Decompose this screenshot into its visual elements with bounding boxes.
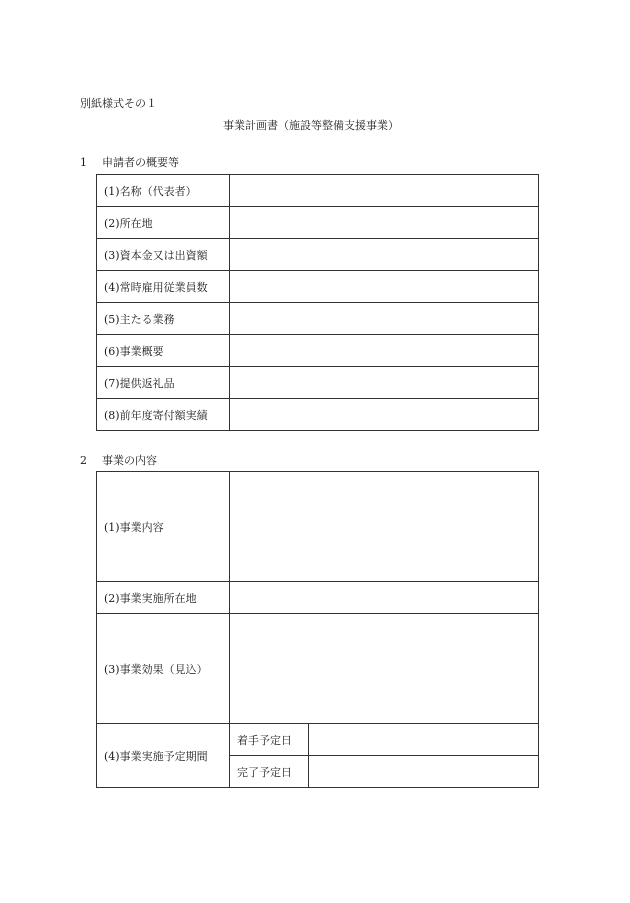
section-2-heading	[80, 455, 157, 466]
address-field[interactable]	[230, 207, 539, 239]
section-2-heading-text: 事業の内容	[102, 454, 157, 467]
prior-year-donation-field[interactable]	[230, 399, 539, 431]
project-effect-field[interactable]	[230, 614, 539, 724]
return-gift-field[interactable]	[230, 367, 539, 399]
row-label: (5)主たる業務	[97, 303, 230, 335]
project-location-field[interactable]	[230, 582, 539, 614]
row-label: (1)名称（代表者）	[97, 175, 230, 207]
start-date-label: 着手予定日	[230, 724, 309, 756]
table-row	[97, 399, 539, 431]
table-row	[97, 303, 539, 335]
table-row	[97, 175, 539, 207]
start-date-field[interactable]	[309, 724, 539, 756]
section-1-number: 1	[80, 156, 87, 169]
table-row	[97, 239, 539, 271]
table-row	[97, 614, 539, 724]
project-content-field[interactable]	[230, 472, 539, 582]
table-row	[97, 367, 539, 399]
section-1-heading	[80, 157, 179, 168]
row-label: (7)提供返礼品	[97, 367, 230, 399]
row-label: (3)事業効果（見込）	[97, 614, 230, 724]
row-label: (8)前年度寄付額実績	[97, 399, 230, 431]
table-row	[97, 271, 539, 303]
name-representative-field[interactable]	[230, 175, 539, 207]
end-date-label: 完了予定日	[230, 756, 309, 788]
main-business-field[interactable]	[230, 303, 539, 335]
row-label: (6)事業概要	[97, 335, 230, 367]
row-label: (4)常時雇用従業員数	[97, 271, 230, 303]
row-label: (1)事業内容	[97, 472, 230, 582]
row-label: (4)事業実施予定期間	[97, 724, 230, 788]
row-label: (3)資本金又は出資額	[97, 239, 230, 271]
table-row	[97, 582, 539, 614]
table-row	[97, 335, 539, 367]
capital-field[interactable]	[230, 239, 539, 271]
row-label: (2)事業実施所在地	[97, 582, 230, 614]
row-label: (2)所在地	[97, 207, 230, 239]
document-title: 事業計画書（施設等整備支援事業）	[223, 119, 399, 132]
form-label: 別紙様式その１	[80, 97, 157, 110]
section-2-number: 2	[80, 454, 87, 467]
section-1-heading-text: 申請者の概要等	[102, 156, 179, 169]
project-content-table	[96, 471, 539, 788]
employee-count-field[interactable]	[230, 271, 539, 303]
business-overview-field[interactable]	[230, 335, 539, 367]
table-row	[97, 207, 539, 239]
table-row	[97, 724, 539, 756]
end-date-field[interactable]	[309, 756, 539, 788]
table-row	[97, 472, 539, 582]
applicant-overview-table	[96, 174, 539, 431]
